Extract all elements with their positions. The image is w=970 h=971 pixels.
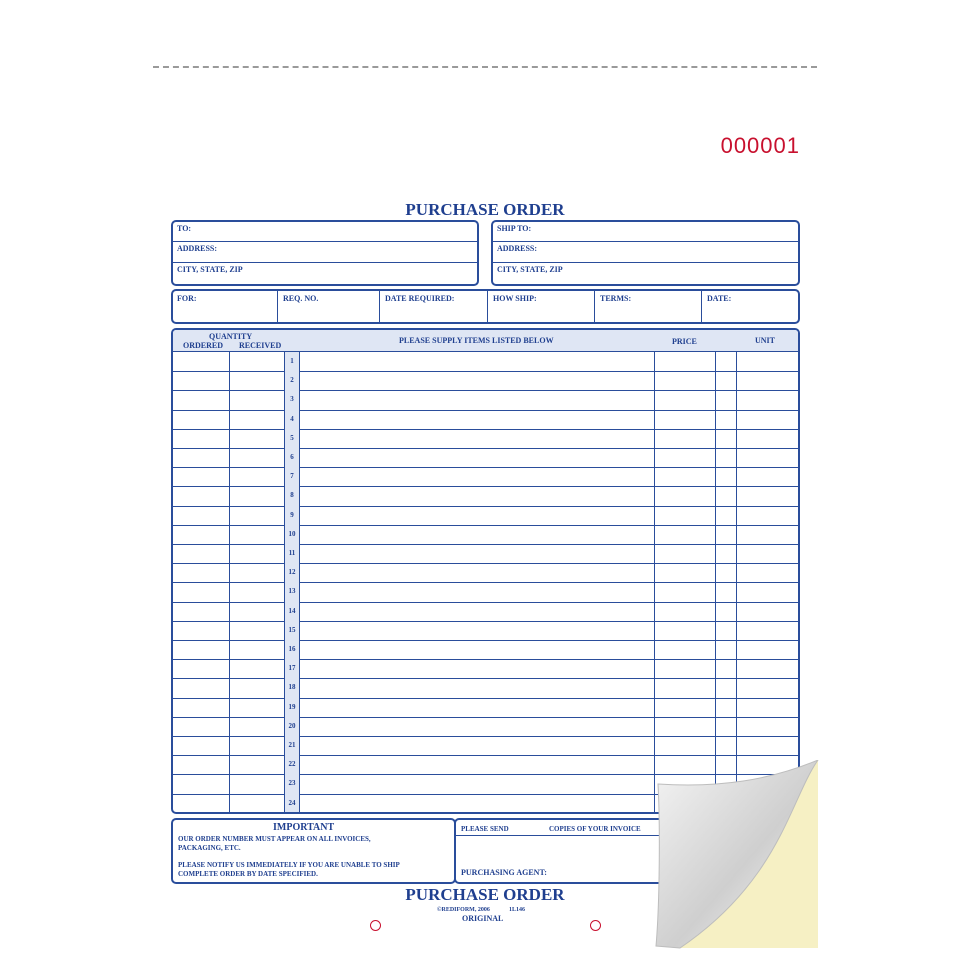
footer-title: PURCHASE ORDER [405, 885, 565, 904]
row-number: 4 [290, 414, 294, 423]
row-number: 2 [290, 376, 294, 385]
row-number: 23 [288, 779, 296, 788]
important-line-2: PACKAGING, ETC. [178, 844, 241, 852]
important-line-4: COMPLETE ORDER BY DATE SPECIFIED. [178, 870, 318, 878]
punch-hole-right [590, 920, 601, 931]
ship-to-label: SHIP TO: [497, 224, 532, 233]
important-box [171, 818, 456, 884]
row-number: 10 [288, 529, 296, 538]
city-field[interactable] [173, 263, 477, 283]
row-number: 5 [290, 433, 294, 442]
copy-label: ORIGINAL [462, 914, 504, 923]
row-number: 16 [288, 645, 296, 653]
req-no-label: REQ. NO. [283, 294, 319, 303]
date-required-label: DATE REQUIRED: [385, 294, 455, 303]
important-line-3: PLEASE NOTIFY US IMMEDIATELY IF YOU ARE UNABLE TO SHIP [178, 861, 400, 869]
perforation-line [153, 66, 817, 68]
please-send-label: PLEASE SEND [461, 825, 509, 833]
ship-address-label: ADDRESS: [497, 244, 538, 253]
important-line-1: OUR ORDER NUMBER MUST APPEAR ON ALL INVOICES, [178, 835, 371, 843]
ship-city-label: CITY, STATE, ZIP [497, 265, 563, 274]
items-header [173, 330, 798, 352]
row-number: 14 [288, 606, 296, 615]
date-label: DATE: [707, 294, 732, 303]
to-box [171, 220, 479, 286]
to-label: TO: [177, 224, 192, 233]
purchasing-agent-label: PURCHASING AGENT: [461, 868, 547, 877]
row-number: 11 [288, 549, 296, 557]
row-number: 24 [288, 798, 296, 807]
row-number: 15 [288, 625, 296, 634]
row-number: 13 [288, 587, 296, 596]
ship-to-box [491, 220, 800, 286]
page-curl-graphic [640, 760, 820, 950]
received-header: RECEIVED [239, 341, 282, 350]
city-label: CITY, STATE, ZIP [177, 265, 243, 274]
row-number: 17 [288, 664, 296, 673]
form-code: 1L146 [509, 907, 526, 913]
terms-field[interactable] [596, 291, 700, 322]
how-ship-field[interactable] [489, 291, 593, 322]
row-number: 9 [290, 510, 294, 519]
address-label: ADDRESS: [177, 244, 218, 253]
unit-header: UNIT [755, 336, 776, 345]
row-number: 21 [288, 741, 296, 749]
row-number: 22 [288, 760, 296, 769]
terms-label: TERMS: [600, 294, 632, 303]
row-number: 18 [288, 683, 296, 692]
price-header: PRICE [672, 337, 697, 346]
copies-label: COPIES OF YOUR INVOICE [549, 825, 641, 833]
important-heading: IMPORTANT [273, 822, 335, 833]
form-title: PURCHASE ORDER [405, 200, 565, 219]
req-no-field[interactable] [279, 291, 379, 322]
to-field[interactable] [173, 222, 477, 242]
description-header: PLEASE SUPPLY ITEMS LISTED BELOW [399, 336, 554, 345]
row-number: 8 [290, 491, 294, 500]
row-number: 19 [288, 702, 296, 711]
ship-address-field[interactable] [493, 242, 798, 262]
date-field[interactable] [703, 291, 798, 322]
date-required-field[interactable] [381, 291, 487, 322]
row-number: 7 [290, 472, 294, 481]
info-row [171, 289, 800, 324]
ordered-header: ORDERED [183, 341, 224, 350]
row-number: 1 [290, 357, 294, 365]
ship-city-field[interactable] [493, 263, 798, 283]
copyright-text: ©REDIFORM, 2006 [437, 907, 490, 913]
row-number: 3 [290, 395, 294, 404]
address-field[interactable] [173, 242, 477, 262]
for-label: FOR: [177, 294, 197, 303]
for-field[interactable] [173, 291, 277, 322]
row-number: 12 [288, 568, 296, 577]
quantity-header: QUANTITY [209, 332, 253, 341]
items-table [171, 328, 800, 814]
punch-hole-left [370, 920, 381, 931]
ship-to-field[interactable] [493, 222, 798, 242]
serial-number: 000001 [720, 133, 800, 158]
how-ship-label: HOW SHIP: [493, 294, 537, 303]
row-number: 6 [290, 453, 294, 461]
row-number: 20 [288, 721, 296, 730]
